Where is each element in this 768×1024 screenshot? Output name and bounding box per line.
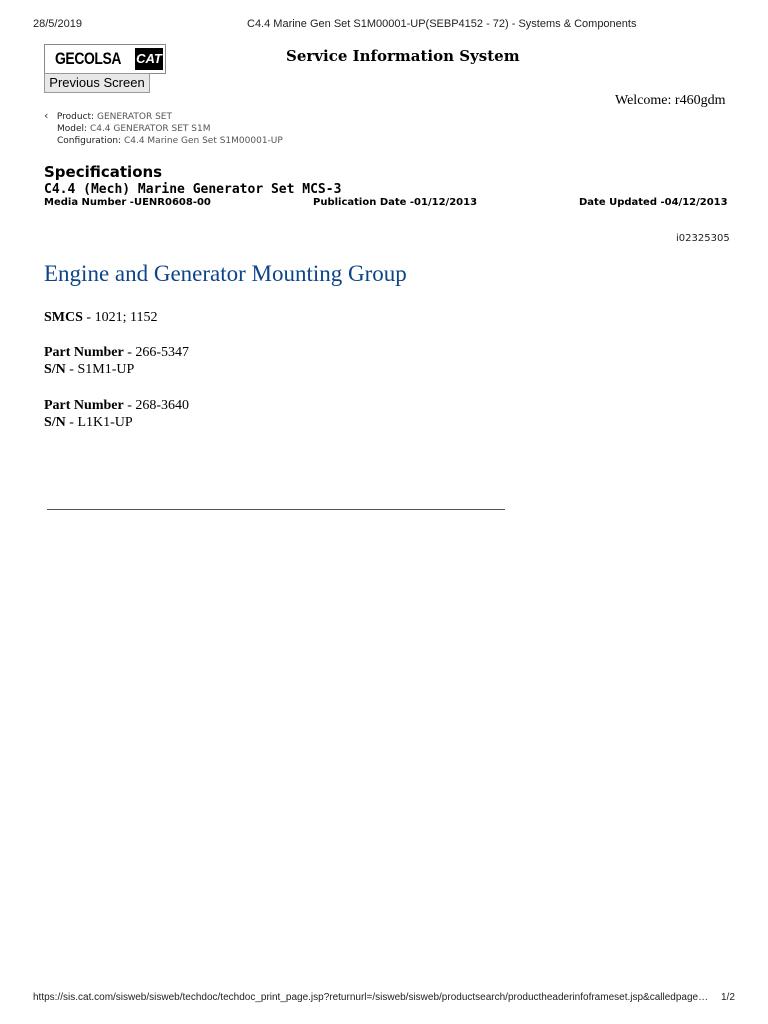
- print-date: 28/5/2019: [33, 18, 82, 30]
- document-subtitle: C4.4 (Mech) Marine Generator Set MCS-3: [44, 182, 342, 197]
- system-title: Service Information System: [286, 47, 520, 65]
- part-number-value: - 266-5347: [123, 345, 190, 360]
- configuration-label: Configuration:: [57, 136, 122, 146]
- smcs-value: - 1021; 1152: [82, 310, 158, 325]
- model-value: C4.4 GENERATOR SET S1M: [89, 124, 211, 134]
- part-number-value: - 268-3640: [123, 398, 190, 413]
- publication-date: Publication Date -01/12/2013: [313, 197, 478, 208]
- section-title: Specifications: [44, 163, 163, 181]
- print-title: C4.4 Marine Gen Set S1M00001-UP(SEBP4152 - 72) - Systems & Components: [247, 18, 637, 30]
- gecolsa-logo: [44, 44, 166, 74]
- product-label: Product:: [56, 112, 95, 122]
- previous-screen-button[interactable]: Previous Screen: [44, 73, 150, 93]
- page-number: 1/2: [721, 992, 735, 1003]
- smcs-label: SMCS: [44, 310, 83, 325]
- part-number-label: Part Number: [44, 398, 124, 413]
- cat-logo-icon: CAT: [135, 48, 163, 70]
- logo-text: GECOLSA: [55, 49, 122, 68]
- product-value: GENERATOR SET: [96, 112, 172, 122]
- media-number: Media Number -UENR0608-00: [44, 197, 211, 208]
- serial-label: S/N: [44, 415, 66, 430]
- product-breadcrumb: [44, 110, 283, 147]
- page-heading: Engine and Generator Mounting Group: [44, 261, 407, 286]
- serial-value: - L1K1-UP: [65, 415, 133, 430]
- welcome-text: Welcome: r460gdm: [615, 93, 726, 108]
- date-updated: Date Updated -04/12/2013: [579, 197, 728, 208]
- print-url: https://sis.cat.com/sisweb/sisweb/techdoc/techdoc_print_page.jsp?returnurl=/sisweb/sisweb/productsearch/productheaderinfoframeset.jsp&calledpage…: [33, 992, 709, 1003]
- document-id: i02325305: [676, 233, 730, 244]
- serial-label: S/N: [44, 362, 66, 377]
- smcs-line: [44, 309, 157, 326]
- model-label: Model:: [57, 124, 88, 134]
- part-block: [44, 344, 189, 378]
- chevron-left-icon[interactable]: ‹: [44, 109, 49, 122]
- divider: [47, 509, 505, 510]
- part-block: [44, 397, 189, 431]
- configuration-value: C4.4 Marine Gen Set S1M00001-UP: [123, 136, 283, 146]
- serial-value: - S1M1-UP: [65, 362, 135, 377]
- part-number-label: Part Number: [44, 345, 124, 360]
